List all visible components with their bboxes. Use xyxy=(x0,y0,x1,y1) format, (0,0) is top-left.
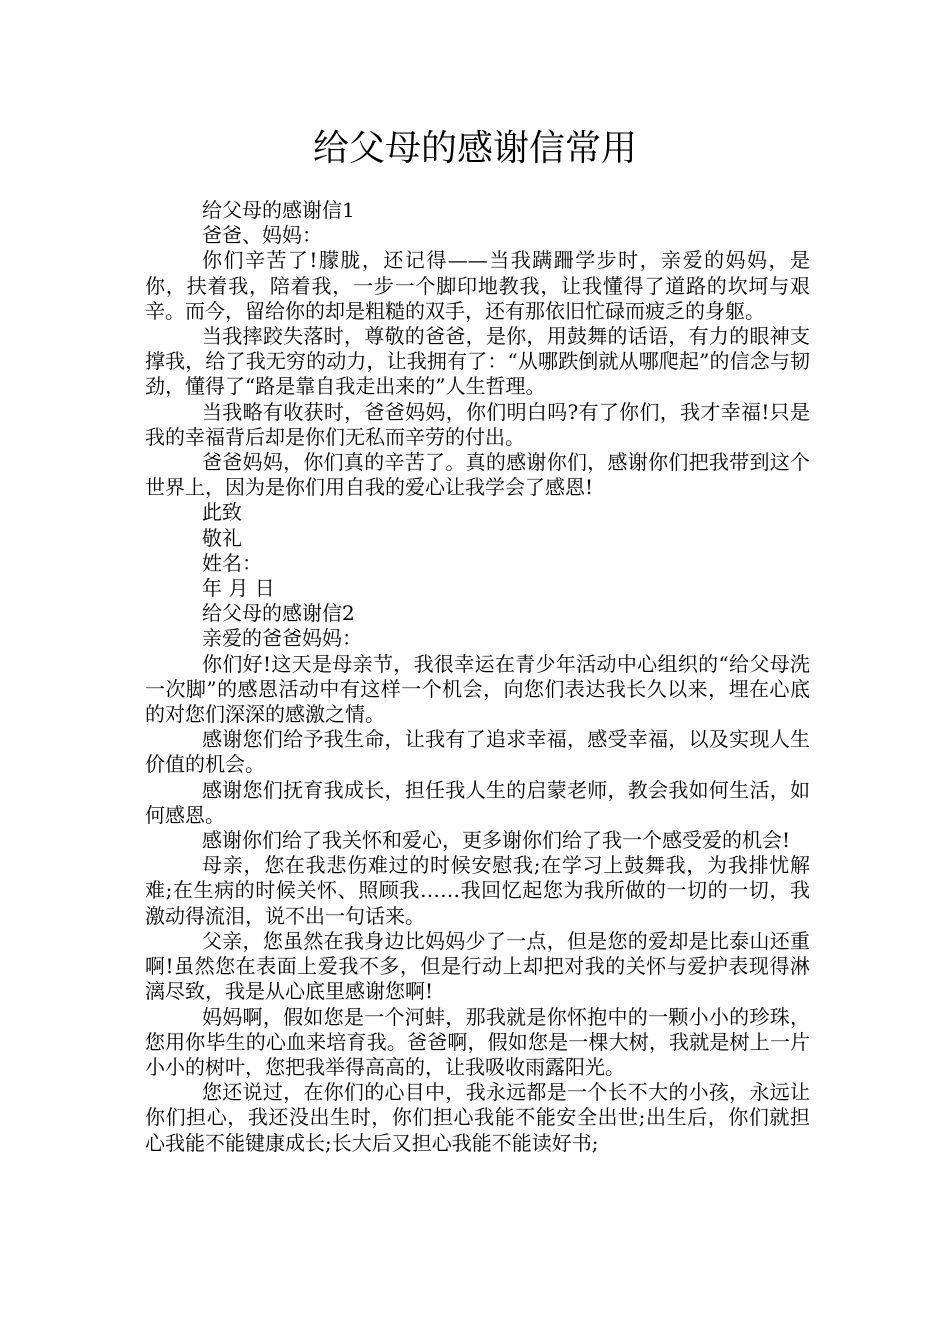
paragraph: 你们辛苦了!朦胧，还记得——当我蹒跚学步时，亲爱的妈妈，是你，扶着我，陪着我，一步一个脚印地教我，让我懂得了道路的坎坷与艰辛。而今，留给你的却是粗糙的双手，还有那依旧忙碌而疲乏的身躯。 xyxy=(145,248,810,323)
paragraph: 当我摔跤失落时，尊敬的爸爸，是你，用鼓舞的话语，有力的眼神支撑我，给了我无穷的动力，让我拥有了：“从哪跌倒就从哪爬起”的信念与韧劲，懂得了“路是靠自我走出来的”人生哲理。 xyxy=(145,324,810,399)
paragraph: 给父母的感谢信2 xyxy=(202,601,355,626)
paragraph: 你们好!这天是母亲节，我很幸运在青少年活动中心组织的“给父母洗一次脚”的感恩活动中有这样一个机会，向您们表达我长久以来，埋在心底的对您们深深的感激之情。 xyxy=(145,651,810,727)
paragraph: 爸爸、妈妈： xyxy=(202,223,322,248)
paragraph: 敬礼 xyxy=(202,525,242,550)
paragraph: 此致 xyxy=(202,500,242,525)
paragraph: 感谢你们给了我关怀和爱心，更多谢你们给了我一个感受爱的机会! xyxy=(202,828,791,853)
paragraph: 当我略有收获时，爸爸妈妈，你们明白吗?有了你们，我才幸福!只是我的幸福背后却是你们无私而辛劳的付出。 xyxy=(145,399,810,449)
paragraph: 妈妈啊，假如您是一个河蚌，那我就是你怀抱中的一颗小小的珍珠，您用你毕生的心血来培育我。爸爸啊，假如您是一棵大树，我就是树上一片小小的树叶，您把我举得高高的，让我吸收雨露阳光。 xyxy=(145,1004,810,1079)
paragraph: 亲爱的爸爸妈妈： xyxy=(202,626,362,651)
paragraph: 感谢您们抚育我成长，担任我人生的启蒙老师，教会我如何生活，如何感恩。 xyxy=(145,777,810,827)
paragraph: 母亲，您在我悲伤难过的时候安慰我;在学习上鼓舞我，为我排忧解难;在生病的时候关怀、照顾我……我回忆起您为我所做的一切的一切，我激动得流泪，说不出一句话来。 xyxy=(145,853,810,928)
paragraph: 父亲，您虽然在我身边比妈妈少了一点，但是您的爱却是比泰山还重啊!虽然您在表面上爱我不多，但是行动上却把对我的关怀与爱护表现得淋漓尽致，我是从心底里感谢您啊! xyxy=(145,928,810,1004)
page-title: 给父母的感谢信常用 xyxy=(312,128,637,169)
document-body xyxy=(145,198,810,1156)
paragraph: 姓名： xyxy=(202,550,262,575)
paragraph: 年 月 日 xyxy=(202,576,275,601)
paragraph: 给父母的感谢信1 xyxy=(202,198,355,222)
paragraph: 感谢您们给予我生命，让我有了追求幸福，感受幸福，以及实现人生价值的机会。 xyxy=(145,727,810,777)
paragraph: 您还说过，在你们的心目中，我永远都是一个长不大的小孩，永远让你们担心，我还没出生时，你们担心我能不能安全出世;出生后，你们就担心我能不能键康成长;长大后又担心我能不能读好书; xyxy=(145,1080,810,1155)
paragraph: 爸爸妈妈，你们真的辛苦了。真的感谢你们，感谢你们把我带到这个世界上，因为是你们用自我的爱心让我学会了感恩! xyxy=(145,450,810,500)
